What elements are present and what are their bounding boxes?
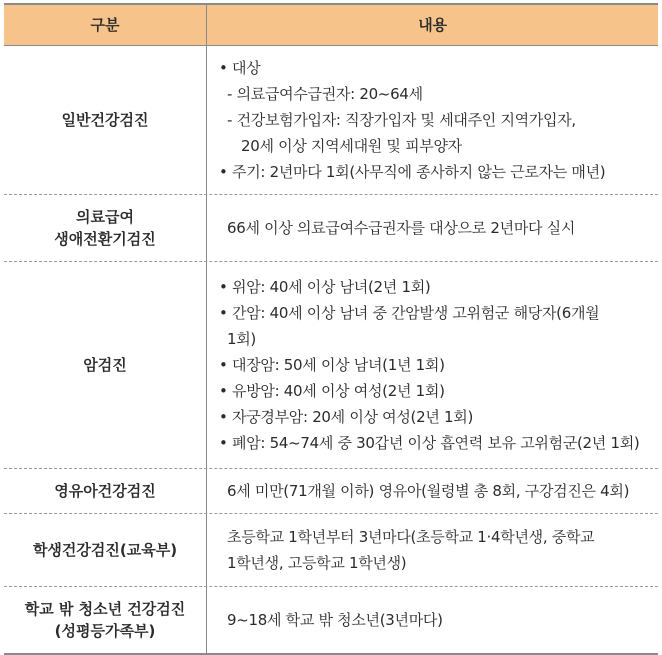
content-line: • 대상: [219, 59, 261, 77]
row-category: [4, 587, 206, 653]
table-row: [4, 46, 658, 194]
content-line: • 주기: 2년마다 1회(사무직에 종사하지 않는 근로자는 매년): [219, 163, 606, 181]
table-row: [4, 513, 658, 586]
row-category: [4, 514, 206, 586]
row-category: [4, 262, 206, 468]
category-label: 의료급여: [76, 208, 134, 226]
content-line: 초등학교 1학년부터 3년마다(초등학교 1·4학년생, 중학교: [227, 528, 595, 546]
content-line: • 대장암: 50세 이상 남녀(1년 1회): [219, 356, 445, 374]
content-line: 20세 이상 지역세대원 및 피부양자: [241, 137, 462, 155]
row-content: [206, 469, 658, 513]
row-content: [206, 514, 658, 586]
header-category: 구분: [90, 16, 120, 34]
content-line: - 의료급여수급권자: 20~64세: [227, 85, 423, 103]
category-label: 영유아건강검진: [54, 482, 156, 500]
content-line: 1회): [227, 330, 256, 348]
category-label: 암검진: [83, 356, 127, 374]
content-line: - 건강보험가입자: 직장가입자 및 세대주인 지역가입자,: [227, 111, 576, 129]
content-line: • 폐암: 54~74세 중 30갑년 이상 흡연력 보유 고위험군(2년 1회): [219, 434, 640, 452]
row-content: [206, 262, 658, 468]
content-line: • 간암: 40세 이상 남녀 중 간암발생 고위험군 해당자(6개월: [219, 304, 600, 322]
content-line: • 위암: 40세 이상 남녀(2년 1회): [219, 278, 431, 296]
content-line: 1학년생, 고등학교 1학년생): [227, 554, 407, 572]
table-header: [4, 5, 658, 46]
table-row: [4, 261, 658, 468]
row-category: [4, 46, 206, 194]
row-content: [206, 587, 658, 653]
table-row: [4, 586, 658, 653]
row-content: [206, 195, 658, 261]
category-label: (성평등가족부): [54, 622, 156, 640]
category-label: 학교 밖 청소년 건강검진: [24, 600, 186, 618]
content-line: 6세 미만(71개월 이하) 영유아(월령별 총 8회, 구강검진은 4회): [227, 482, 630, 500]
content-line: 9~18세 학교 밖 청소년(3년마다): [227, 611, 443, 629]
category-label: 생애전환기검진: [54, 230, 156, 248]
table-row: [4, 468, 658, 513]
header-content: 내용: [206, 5, 658, 45]
category-label: 학생건강검진(교육부): [32, 541, 178, 559]
row-category: [4, 469, 206, 513]
category-label: 일반건강검진: [61, 111, 149, 129]
row-category: [4, 195, 206, 261]
content-line: • 유방암: 40세 이상 여성(2년 1회): [219, 382, 445, 400]
table-row: [4, 194, 658, 261]
health-checkup-table: [4, 3, 658, 655]
content-line: • 자궁경부암: 20세 이상 여성(2년 1회): [219, 408, 474, 426]
row-content: [206, 46, 658, 194]
content-line: 66세 이상 의료급여수급권자를 대상으로 2년마다 실시: [227, 219, 576, 237]
